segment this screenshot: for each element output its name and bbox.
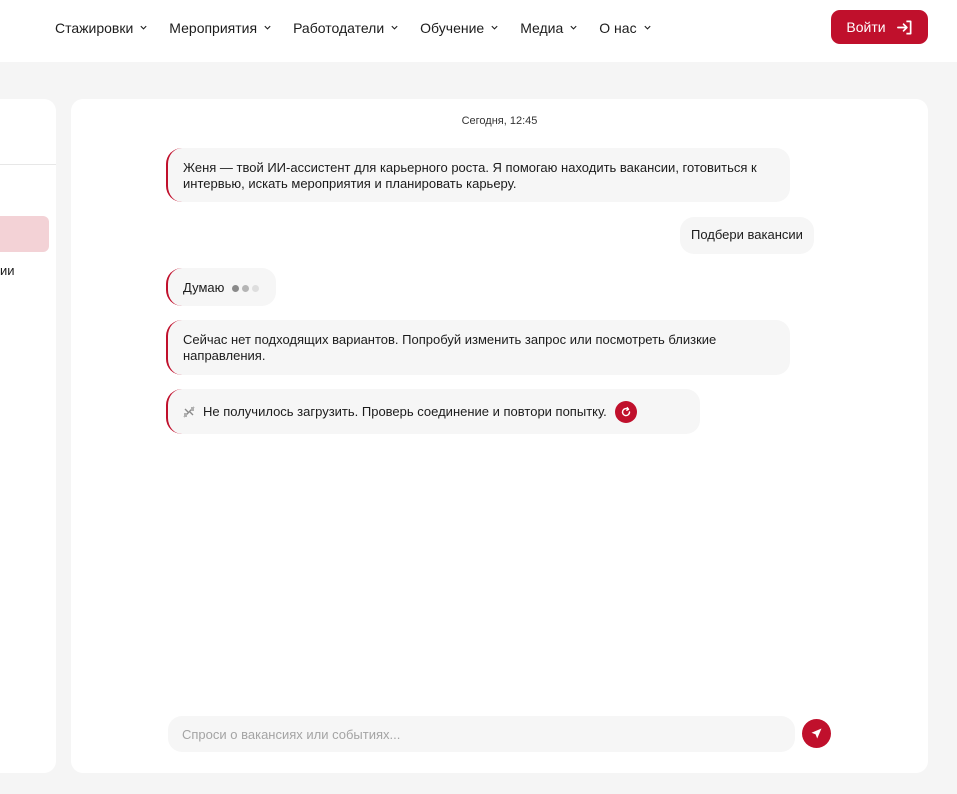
bot-message-greeting [166, 148, 790, 202]
typing-dots-icon [232, 285, 262, 292]
chat-date: Сегодня, 12:45 [461, 115, 538, 127]
nav-item-label: Обучение [420, 19, 485, 36]
chevron-down-icon [390, 23, 399, 32]
sidebar-item-active[interactable] [0, 216, 49, 252]
nav-item-label: О нас [599, 19, 637, 36]
nav-item-internships[interactable] [55, 20, 148, 36]
chevron-down-icon [643, 23, 652, 32]
login-label: Войти [846, 19, 886, 35]
send-button[interactable] [802, 719, 831, 748]
site-header [0, 0, 957, 62]
message-text: Не получилось загрузить. Проверь соединение и повтори попытку. [203, 404, 607, 419]
message-text: Думаю [183, 280, 225, 295]
chevron-down-icon [139, 23, 148, 32]
nav-item-label: Работодатели [293, 19, 385, 36]
nav-item-label: Медиа [520, 19, 564, 36]
nav-item-media[interactable] [520, 20, 578, 36]
conversation-sidebar [0, 99, 56, 773]
bot-message-no-results [166, 320, 790, 375]
nav-item-employers[interactable] [293, 20, 399, 36]
nav-item-learning[interactable] [420, 20, 499, 36]
broken-connection-icon [183, 406, 195, 418]
main-nav [55, 0, 673, 55]
bot-thinking-indicator [166, 268, 276, 306]
message-text: Сейчас нет подходящих вариантов. Попробуй изменить запрос или посмотреть близкие направления. [183, 332, 717, 363]
sidebar-divider [0, 164, 56, 165]
nav-item-label: Стажировки [55, 19, 134, 36]
message-text: Женя — твой ИИ-ассистент для карьерного роста. Я помогаю находить вакансии, готовиться к интервью, искать мероприятия и планировать карьеру. [183, 160, 757, 191]
chat-input-wrapper [168, 716, 795, 752]
chevron-down-icon [490, 23, 499, 32]
login-button[interactable] [831, 10, 928, 44]
send-arrow-icon [810, 727, 823, 740]
message-text: Подбери вакансии [691, 227, 803, 242]
nav-item-events[interactable] [169, 20, 272, 36]
chat-input[interactable] [168, 716, 795, 752]
bot-message-error [166, 389, 700, 434]
nav-item-label: Мероприятия [169, 19, 258, 36]
retry-button[interactable] [615, 401, 637, 423]
user-message [680, 217, 814, 254]
refresh-icon [620, 406, 632, 418]
chevron-down-icon [263, 23, 272, 32]
sidebar-item-label[interactable]: ии [0, 263, 15, 278]
nav-item-about[interactable] [599, 20, 651, 36]
login-arrow-icon [896, 19, 913, 36]
chevron-down-icon [569, 23, 578, 32]
chat-panel [71, 99, 928, 773]
